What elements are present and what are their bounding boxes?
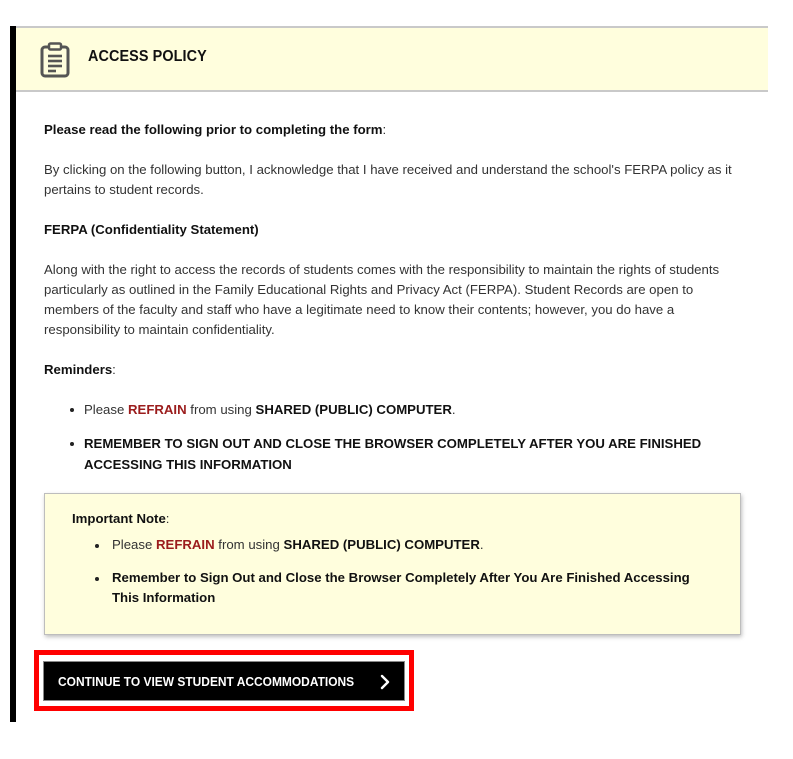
reminder-item: Please REFRAIN from using SHARED (PUBLIC) COMPUTER.	[44, 399, 754, 420]
reminder-item: REMEMBER TO SIGN OUT AND CLOSE THE BROWSER COMPLETELY AFTER YOU ARE FINISHED ACCESSING THIS INFORMATION	[44, 433, 754, 475]
intro-line: Please read the following prior to completing the form:	[44, 122, 387, 137]
panel-header	[16, 26, 768, 92]
clipboard-icon	[40, 42, 70, 78]
panel-title: ACCESS POLICY	[88, 48, 207, 65]
accent-bar	[10, 26, 16, 722]
note-title: Important Note:	[72, 511, 170, 526]
important-note-box	[44, 493, 741, 635]
note-list	[72, 535, 712, 621]
note-item: Please REFRAIN from using SHARED (PUBLIC) COMPUTER.	[72, 535, 712, 555]
refrain-emphasis: REFRAIN	[156, 537, 215, 552]
ferpa-heading: FERPA (Confidentiality Statement)	[44, 222, 259, 237]
ferpa-body: Along with the right to access the records of students comes with the responsibility to maintain the rights of students particularly as outlined in the Family Educational Rights and Privacy Act (FERPA). Student Records are open to members of the faculty and staff who have a legitimate need to know their contents; however, you do have a responsibility to maintain confidentiality.	[44, 262, 720, 337]
chevron-right-icon	[380, 674, 390, 690]
continue-button[interactable]	[43, 661, 405, 701]
continue-button-label: CONTINUE TO VIEW STUDENT ACCOMMODATIONS	[58, 673, 355, 689]
reminders-list	[44, 399, 754, 488]
intro-text: Please read the following prior to completing the form	[44, 122, 383, 137]
acknowledgement-text: By clicking on the following button, I acknowledge that I have received and understand the school's FERPA policy as it pertains to student records.	[44, 162, 732, 197]
note-item: Remember to Sign Out and Close the Browser Completely After You Are Finished Accessing This Information	[72, 568, 712, 608]
refrain-emphasis: REFRAIN	[128, 402, 187, 417]
reminders-heading: Reminders:	[44, 362, 116, 377]
